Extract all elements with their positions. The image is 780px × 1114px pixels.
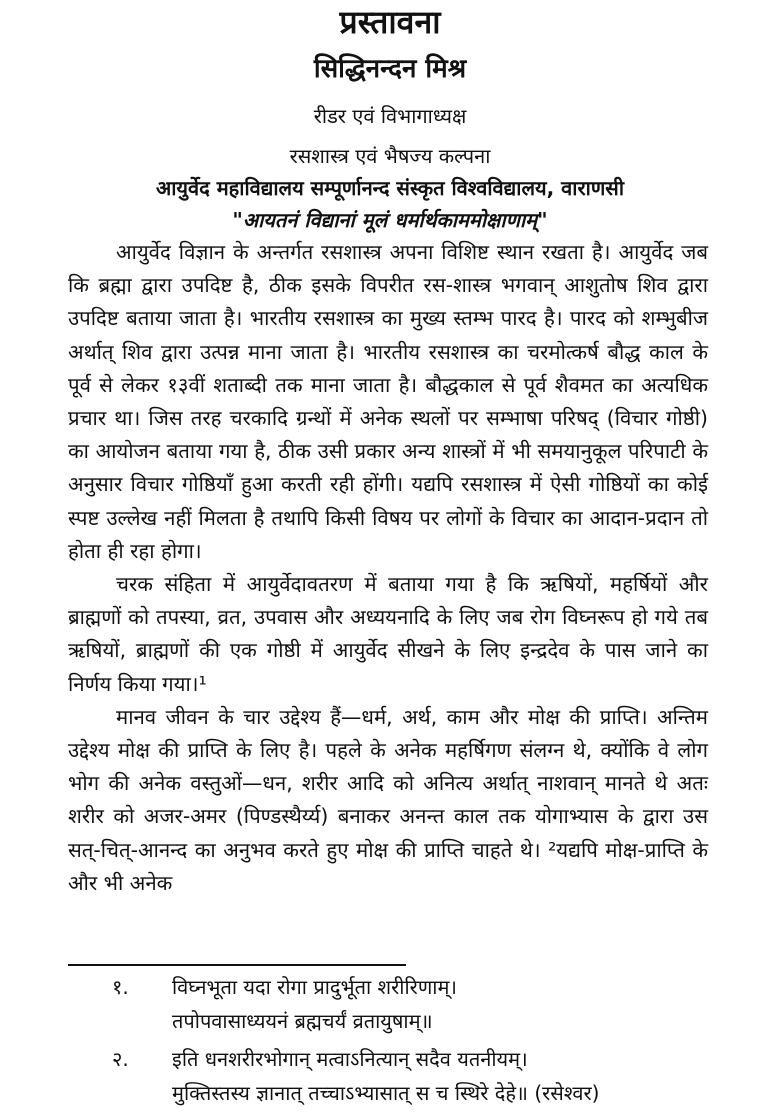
- paragraph: मानव जीवन के चार उद्देश्य हैं—धर्म, अर्थ, काम और मोक्ष की प्राप्ति। अन्तिम उद्देश्य मोक्ष की प्राप्ति के लिए है। पहले के अनेक महर्षिगण संलग्न थे, क्योंकि वे लोग भोग की अनेक वस्तुओं—धन, शरीर आदि को अनित्य अर्थात् नाशवान् मानते थे अतः शरीर को अजर-अमर (पिण्डस्थैर्य्य) बनाकर अनन्त काल तक योगाभ्यास के द्वारा उस सत्-चित्-आनन्द का अनुभव करते हुए मोक्ष की प्राप्ति चाहते थे। ²यद्यपि मोक्ष-प्राप्ति के और भी अनेक: [68, 704, 708, 895]
- footnote-text: [172, 1042, 736, 1110]
- footnote-divider: [68, 964, 406, 966]
- footnote-number: २.: [112, 1047, 129, 1071]
- author-designation: रीडर एवं विभागाध्यक्ष: [313, 104, 467, 128]
- author-institution: आयुर्वेद महाविद्यालय सम्पूर्णानन्द संस्कृत विश्वविद्यालय, वाराणसी: [155, 176, 625, 200]
- epigraph-quote: "आयतनं विद्यानां मूलं धर्मार्थकाममोक्षाणाम्": [232, 208, 548, 232]
- author-department: रसशास्त्र एवं भैषज्य कल्पना: [289, 144, 491, 168]
- footnotes: [96, 970, 736, 1114]
- footnote-line: विघ्नभूता यदा रोगा प्रादुर्भूता शरीरिणाम्।: [172, 975, 458, 999]
- body-text: [68, 236, 708, 900]
- footnote-text: [172, 970, 736, 1038]
- paragraph: आयुर्वेद विज्ञान के अन्तर्गत रसशास्त्र अपना विशिष्ट स्थान रखता है। आयुर्वेद जब कि ब्रह्मा द्वारा उपदिष्ट है, ठीक इसके विपरीत रस-शास्त्र भगवान् आशुतोष शिव द्वारा उपदिष्ट बताया जाता है। भारतीय रसशास्त्र का मुख्य स्तम्भ पारद है। पारद को शम्भुबीज अर्थात् शिव द्वारा उत्पन्न माना जाता है। भारतीय रसशास्त्र का चरमोत्कर्ष बौद्ध काल के पूर्व से लेकर १३वीं शताब्दी तक माना जाता है। बौद्धकाल से पूर्व शैवमत का अत्यधिक प्रचार था। जिस तरह चरकादि ग्रन्थों में अनेक स्थलों पर सम्भाषा परिषद् (विचार गोष्ठी) का आयोजन बताया गया है, ठीक उसी प्रकार अन्य शास्त्रों में भी समयानुकूल परिपाटी के अनुसार विचार गोष्ठियाँ हुआ करती रही होंगी। यद्यपि रसशास्त्र में ऐसी गोष्ठियों का कोई स्पष्ट उल्लेख नहीं मिलता है तथापि किसी विषय पर लोगों के विचार का आदान-प्रदान तो होता ही रहा होगा।: [68, 240, 708, 563]
- footnote-number: १.: [112, 975, 129, 999]
- paragraph: चरक संहिता में आयुर्वेदावतरण में बताया गया है कि ऋषियों, महर्षियों और ब्राह्मणों को तपस्या, व्रत, उपवास और अध्ययनादि के लिए जब रोग विघ्नरूप हो गये तब ऋषियों, ब्राह्मणों की एक गोष्ठी में आयुर्वेद सीखने के लिए इन्द्रदेव के पास जाने का निर्णय किया गया।¹: [68, 572, 708, 696]
- footnote-line: मुक्तिस्तस्य ज्ञानात् तच्चाऽभ्यासात् स च स्थिरे देहे॥ (रसेश्वर): [172, 1081, 600, 1105]
- author-name: सिद्धिनन्दन मिश्र: [313, 54, 467, 84]
- page-title: प्रस्तावना: [339, 3, 441, 41]
- footnote-line: तपोपवासाध्ययनं ब्रह्मचर्यं व्रतायुषाम्॥: [172, 1009, 433, 1033]
- footnote-line: इति धनशरीरभोगान् मत्वाऽनित्यान् सदैव यतनीयम्।: [172, 1047, 528, 1071]
- footnote: [96, 1042, 736, 1110]
- footnote: [96, 970, 736, 1038]
